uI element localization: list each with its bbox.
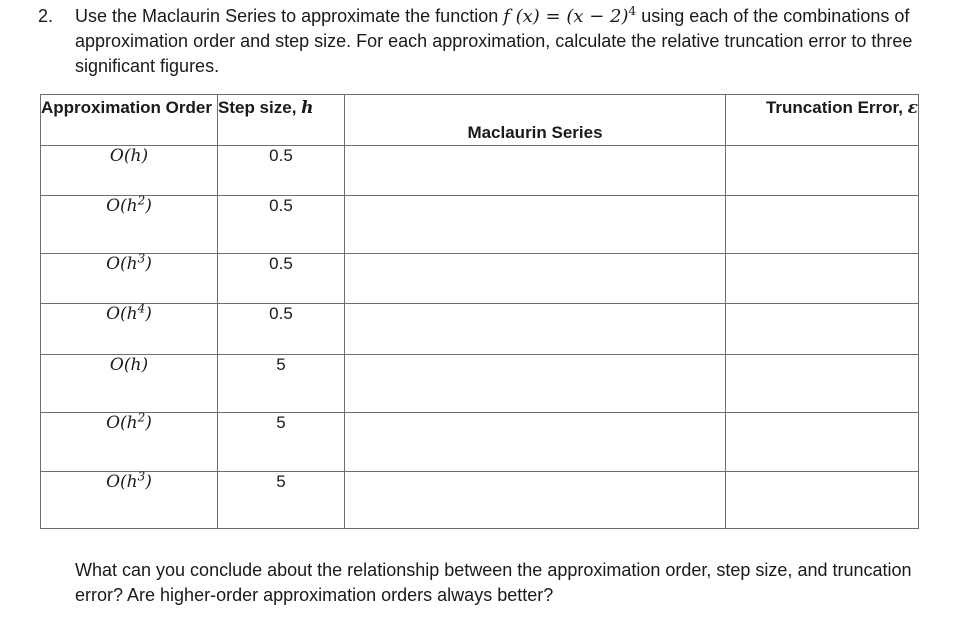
order-cell bbox=[41, 469, 218, 529]
order-base: O(h bbox=[109, 146, 142, 166]
function-rhs-exponent: 4 bbox=[628, 4, 637, 18]
table-row bbox=[41, 304, 919, 355]
maclaurin-series-cell[interactable] bbox=[345, 355, 726, 413]
header-step-size bbox=[218, 95, 345, 146]
order-base: O(h bbox=[109, 355, 142, 375]
header-truncation-error-label: Truncation Error, bbox=[765, 98, 908, 117]
truncation-error-cell[interactable] bbox=[726, 254, 919, 304]
order-close: ) bbox=[145, 304, 152, 324]
order-cell bbox=[41, 193, 218, 254]
step-cell: 0.5 bbox=[218, 146, 345, 196]
order-exponent: 3 bbox=[137, 251, 146, 266]
maclaurin-series-cell[interactable] bbox=[345, 146, 726, 196]
step-cell: 0.5 bbox=[218, 196, 345, 254]
header-truncation-error-symbol: ε bbox=[907, 98, 918, 118]
truncation-error-cell[interactable] bbox=[726, 413, 919, 472]
question-number: 2. bbox=[38, 6, 54, 26]
table-row bbox=[41, 413, 919, 472]
table-row bbox=[41, 146, 919, 196]
truncation-error-cell[interactable] bbox=[726, 196, 919, 254]
question-intro: Use the Maclaurin Series to approximate the function bbox=[75, 6, 504, 26]
order-close: ) bbox=[141, 146, 149, 166]
maclaurin-series-cell[interactable] bbox=[345, 304, 726, 355]
table-row bbox=[41, 355, 919, 413]
order-cell bbox=[41, 410, 218, 472]
order-cell bbox=[41, 251, 218, 304]
order-base: O(h bbox=[106, 196, 138, 216]
order-cell bbox=[41, 146, 218, 196]
header-step-size-label: Step size, bbox=[218, 98, 302, 117]
question-text bbox=[75, 4, 935, 79]
order-close: ) bbox=[145, 413, 152, 433]
table-row bbox=[41, 196, 919, 254]
step-cell: 5 bbox=[218, 355, 345, 413]
step-cell: 5 bbox=[218, 472, 345, 529]
truncation-error-cell[interactable] bbox=[726, 472, 919, 529]
order-close: ) bbox=[145, 472, 152, 492]
order-exponent: 3 bbox=[137, 469, 146, 484]
maclaurin-series-cell[interactable] bbox=[345, 472, 726, 529]
header-step-size-symbol: h bbox=[301, 98, 314, 118]
order-exponent: 2 bbox=[137, 193, 146, 208]
order-cell bbox=[41, 355, 218, 413]
truncation-error-cell[interactable] bbox=[726, 146, 919, 196]
step-cell: 5 bbox=[218, 413, 345, 472]
order-close: ) bbox=[145, 254, 152, 274]
approximation-table bbox=[40, 94, 919, 529]
order-exponent: 4 bbox=[137, 301, 146, 316]
maclaurin-series-cell[interactable] bbox=[345, 254, 726, 304]
order-close: ) bbox=[145, 196, 152, 216]
function-equals: = bbox=[539, 6, 567, 27]
header-maclaurin-series: Maclaurin Series bbox=[345, 95, 726, 146]
table-row bbox=[41, 254, 919, 304]
header-approximation-order: Approximation Order bbox=[41, 95, 218, 146]
maclaurin-series-cell[interactable] bbox=[345, 413, 726, 472]
order-close: ) bbox=[141, 355, 149, 375]
order-cell bbox=[41, 301, 218, 355]
function-rhs-base: (x − 2) bbox=[566, 6, 629, 27]
order-base: O(h bbox=[106, 304, 138, 324]
truncation-error-cell[interactable] bbox=[726, 304, 919, 355]
order-base: O(h bbox=[106, 472, 138, 492]
maclaurin-series-cell[interactable] bbox=[345, 196, 726, 254]
table-header-row bbox=[41, 95, 919, 146]
table-row bbox=[41, 472, 919, 529]
function-lhs: f (x) bbox=[503, 6, 540, 27]
order-base: O(h bbox=[106, 413, 138, 433]
header-truncation-error bbox=[726, 95, 919, 146]
followup-question: What can you conclude about the relationship between the approximation order, step size, and truncation error? Are higher-order approximation orders always better? bbox=[75, 560, 912, 605]
question-outro: using each of the combinations of approximation order and step size. For each approximation, calculate the relative truncation error to three significant figures. bbox=[75, 6, 913, 76]
step-cell: 0.5 bbox=[218, 304, 345, 355]
step-cell: 0.5 bbox=[218, 254, 345, 304]
truncation-error-cell[interactable] bbox=[726, 355, 919, 413]
order-exponent: 2 bbox=[137, 410, 146, 425]
order-base: O(h bbox=[106, 254, 138, 274]
